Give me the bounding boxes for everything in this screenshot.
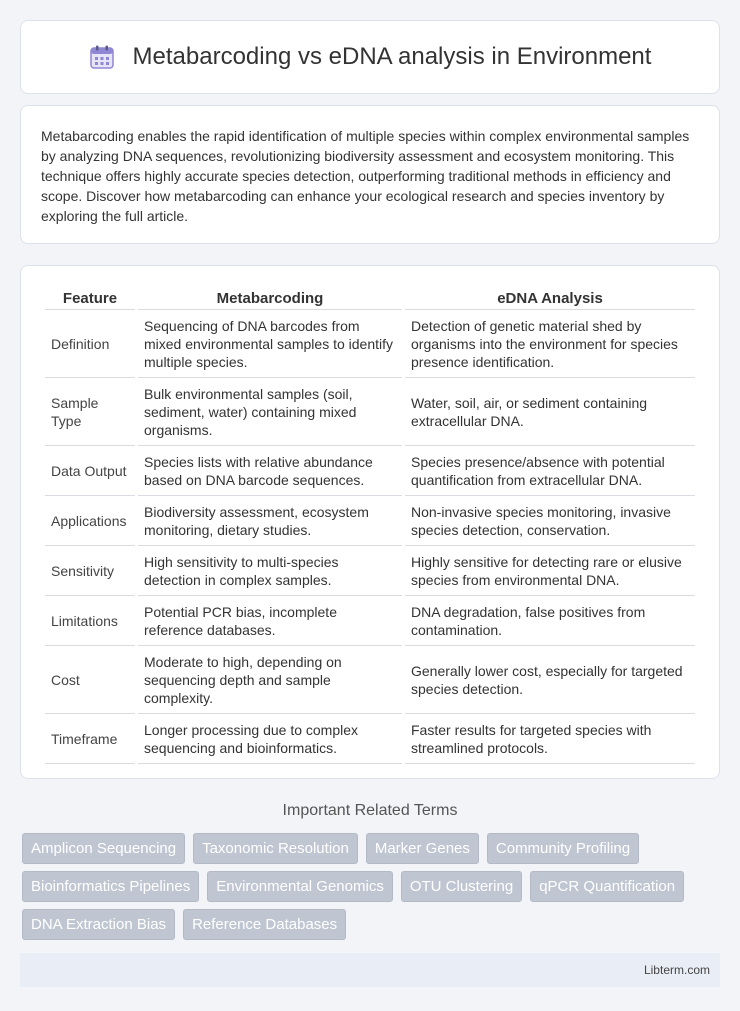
edna-cell: Water, soil, air, or sediment containing extracellular DNA.	[405, 378, 695, 446]
feature-cell: Definition	[45, 310, 135, 378]
feature-cell: Data Output	[45, 446, 135, 496]
footer-site[interactable]: Libterm.com	[643, 963, 710, 977]
related-term-tag[interactable]: qPCR Quantification	[530, 871, 684, 902]
title-card	[20, 20, 720, 94]
table-row	[45, 646, 695, 714]
comparison-table-card	[20, 265, 720, 779]
table-row	[45, 714, 695, 764]
metabarcoding-cell: High sensitivity to multi-species detection in complex samples.	[138, 546, 402, 596]
intro-card	[20, 105, 720, 244]
metabarcoding-cell: Bulk environmental samples (soil, sediment, water) containing mixed organisms.	[138, 378, 402, 446]
feature-cell: Timeframe	[45, 714, 135, 764]
related-term-tag[interactable]: Taxonomic Resolution	[193, 833, 358, 864]
related-term-tag[interactable]: DNA Extraction Bias	[22, 909, 175, 940]
related-terms-list	[22, 833, 718, 940]
footer	[20, 953, 720, 987]
feature-cell: Cost	[45, 646, 135, 714]
table-row	[45, 446, 695, 496]
feature-cell: Applications	[45, 496, 135, 546]
intro-text: Metabarcoding enables the rapid identification of multiple species within complex environmental samples by analyzing DNA sequences, revolutionizing biodiversity assessment and ecosystem monitoring. This technique offers highly accurate species detection, outperforming traditional methods in efficiency and scope. Discover how metabarcoding can enhance your ecological research and species inventory by exploring the full article.	[41, 128, 690, 224]
related-term-tag[interactable]: OTU Clustering	[401, 871, 522, 902]
related-term-tag[interactable]: Amplicon Sequencing	[22, 833, 185, 864]
metabarcoding-cell: Species lists with relative abundance based on DNA barcode sequences.	[138, 446, 402, 496]
calendar-icon	[89, 44, 115, 70]
edna-cell: Faster results for targeted species with streamlined protocols.	[405, 714, 695, 764]
page-title: Metabarcoding vs eDNA analysis in Environment	[132, 43, 652, 70]
related-term-tag[interactable]: Reference Databases	[183, 909, 346, 940]
metabarcoding-cell: Sequencing of DNA barcodes from mixed environmental samples to identify multiple species.	[138, 310, 402, 378]
edna-cell: DNA degradation, false positives from contamination.	[405, 596, 695, 646]
related-term-tag[interactable]: Bioinformatics Pipelines	[22, 871, 199, 902]
table-row	[45, 378, 695, 446]
related-term-tag[interactable]: Marker Genes	[366, 833, 479, 864]
feature-cell: Limitations	[45, 596, 135, 646]
table-header-row	[45, 286, 695, 310]
table-row	[45, 496, 695, 546]
table-row	[45, 310, 695, 378]
related-term-tag[interactable]: Community Profiling	[487, 833, 639, 864]
metabarcoding-cell: Biodiversity assessment, ecosystem monitoring, dietary studies.	[138, 496, 402, 546]
table-row	[45, 546, 695, 596]
header-metabarcoding: Metabarcoding	[138, 286, 402, 310]
edna-cell: Highly sensitive for detecting rare or elusive species from environmental DNA.	[405, 546, 695, 596]
edna-cell: Species presence/absence with potential quantification from extracellular DNA.	[405, 446, 695, 496]
metabarcoding-cell: Longer processing due to complex sequencing and bioinformatics.	[138, 714, 402, 764]
metabarcoding-cell: Moderate to high, depending on sequencing depth and sample complexity.	[138, 646, 402, 714]
related-term-tag[interactable]: Environmental Genomics	[207, 871, 393, 902]
edna-cell: Generally lower cost, especially for targeted species detection.	[405, 646, 695, 714]
comparison-table	[42, 286, 698, 764]
edna-cell: Non-invasive species monitoring, invasive species detection, conservation.	[405, 496, 695, 546]
feature-cell: Sensitivity	[45, 546, 135, 596]
related-terms-title: Important Related Terms	[282, 802, 458, 819]
metabarcoding-cell: Potential PCR bias, incomplete reference databases.	[138, 596, 402, 646]
header-edna: eDNA Analysis	[405, 286, 695, 310]
edna-cell: Detection of genetic material shed by organisms into the environment for species presence identification.	[405, 310, 695, 378]
table-row	[45, 596, 695, 646]
header-feature: Feature	[45, 286, 135, 310]
feature-cell: Sample Type	[45, 378, 135, 446]
